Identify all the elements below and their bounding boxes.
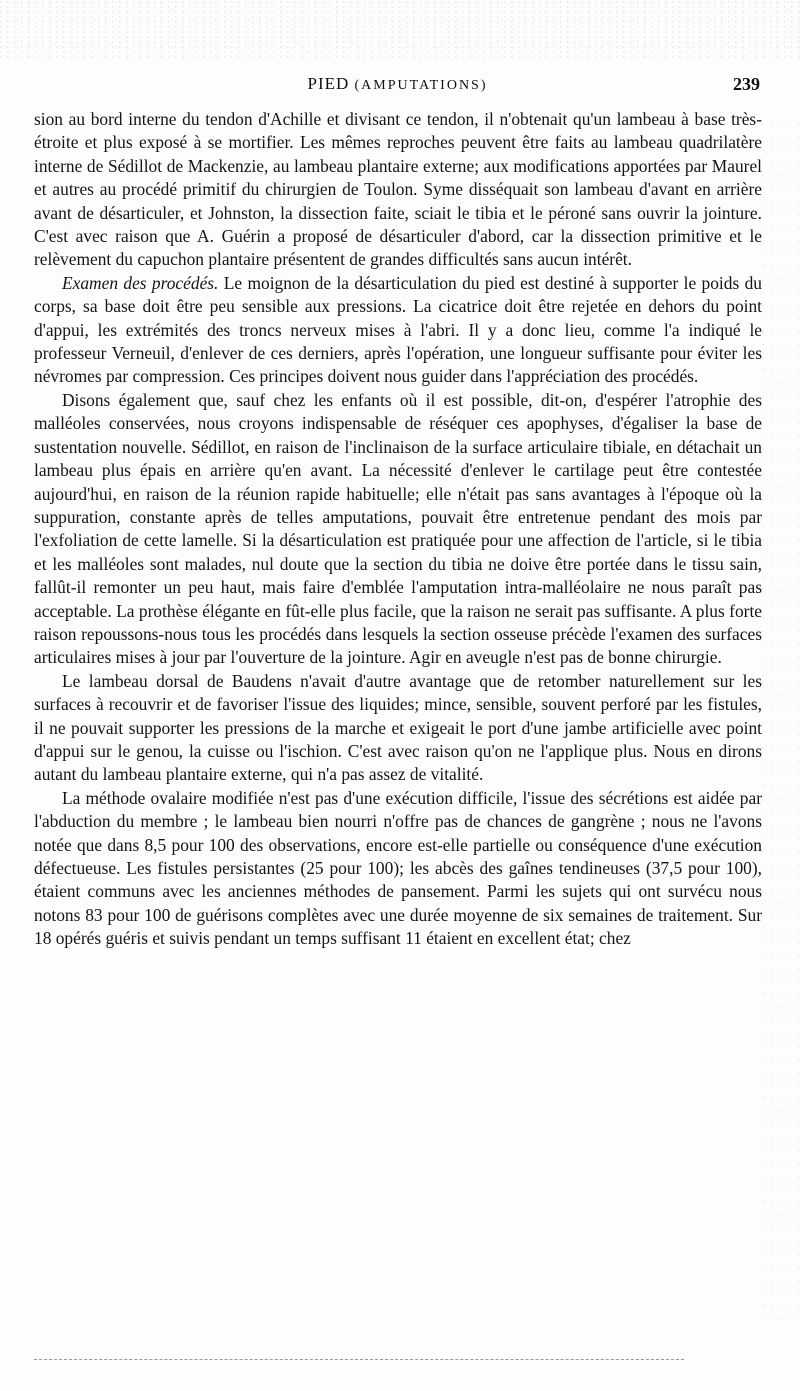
footer-rule xyxy=(34,1359,684,1360)
paragraph xyxy=(34,787,762,951)
paragraph-text: sion au bord interne du tendon d'Achille et divisant ce tendon, il n'obtenait qu'un lambeau à base très-étroite et plus exposé à se mortifier. Les mêmes reproches peuvent être faits au lambeau quadrilatère interne de Sédillot de Mackenzie, au lambeau plantaire externe; aux modifications apportées par Maurel et autres au procédé primitif du chirurgien de Toulon. Syme disséquait son lambeau d'avant en arrière avant de désarticuler, et Johnston, la dissection faite, sciait le tibia et le péroné sans ouvrir la jointure. C'est avec raison que A. Guérin a proposé de désarticuler d'abord, car la dissection primitive et le relèvement du capuchon plantaire présentent de grandes difficultés sans aucun intérêt. xyxy=(34,109,762,270)
paragraph-text: Le lambeau dorsal de Baudens n'avait d'autre avantage que de retomber naturellement sur les surfaces à recouvrir et de favoriser l'issue des liquides; mince, sensible, souvent perforé par les fistules, il ne pouvait supporter les pressions de la marche et exigeait le port d'une jambe artificielle avec point d'appui sur le genou, la cuisse ou l'ischion. C'est avec raison qu'on ne l'applique plus. Nous en dirons autant du lambeau plantaire externe, qui n'a pas assez de vitalité. xyxy=(34,670,762,785)
body-text xyxy=(34,108,762,951)
paragraph-text: Le moignon de la désarticulation du pied est destiné à supporter le poids du corps, sa base doit être peu sensible aux pressions. La cicatrice doit être rejetée en dehors du point d'appui, les extrémités des troncs nerveux mises à l'abri. Il y a donc lieu, comme l'a indiqué le professeur Verneuil, d'enlever de ces derniers, après l'opération, une longueur suffisante pour éviter les névromes par compression. Ces principes doivent nous guider dans l'appréciation des procédés. xyxy=(34,272,762,387)
scan-noise-right xyxy=(760,120,800,1320)
paragraph xyxy=(34,108,762,272)
running-title xyxy=(35,74,760,94)
running-title-main: PIED xyxy=(307,74,350,93)
paragraph-text: Disons également que, sauf chez les enfants où il est possible, dit-on, d'espérer l'atrophie des malléoles conservées, nous croyons indispensable de réséquer ces apophyses, d'égaliser la base de sustentation nouvelle. Sédillot, en raison de l'inclinaison de la surface articulaire tibiale, en détachait un lambeau plus épais en arrière qu'en avant. La nécessité d'enlever le cartilage peut être contestée aujourd'hui, en raison de la réunion rapide habituelle; elle n'était pas sans avantages à l'époque où la suppuration, constante après de telles amputations, pouvait être entretenue pendant des mois par l'exfoliation de cette lamelle. Si la désarticulation est pratiquée pour une affection de l'article, si le tibia et les malléoles sont malades, nul doute que la section du tibia ne doive être portée dans le tissu sain, fallût-il remonter un peu haut, mais faire d'emblée l'amputation intra-malléolaire ne nous paraît pas acceptable. La prothèse élégante en fût-elle plus facile, que la raison ne serait pas suffisante. A plus forte raison repoussons-nous tous les procédés dans lesquels la section osseuse précède l'examen des surfaces articulaires mises à jour par l'ouverture de la jointure. Agir en aveugle n'est pas de bonne chirurgie. xyxy=(34,389,762,668)
paragraph-text: La méthode ovalaire modifiée n'est pas d'une exécution difficile, l'issue des sécrétions est aidée par l'abduction du membre ; le lambeau bien nourri n'offre pas de chances de gangrène ; nous ne l'avons notée que dans 8,5 pour 100 des observations, encore est-elle partielle ou conséquence d'une exécution défectueuse. Les fistules persistantes (25 pour 100); les abcès des gaînes tendineuses (37,5 pour 100), étaient communs avec les anciennes méthodes de pansement. Parmi les sujets qui ont survécu nous notons 83 pour 100 de guérisons complètes avec une durée moyenne de six semaines de traitement. Sur 18 opérés guéris et suivis pendant un temps suffisant 11 étaient en excellent état; chez xyxy=(34,787,762,949)
scan-noise-top xyxy=(0,0,800,60)
paragraph-lead: Examen des procédés. xyxy=(62,272,219,293)
paragraph xyxy=(34,272,762,389)
paragraph xyxy=(34,670,762,787)
running-header xyxy=(35,74,760,102)
page-number: 239 xyxy=(733,74,760,94)
paragraph xyxy=(34,389,762,670)
running-title-sub: (AMPUTATIONS) xyxy=(354,78,488,93)
